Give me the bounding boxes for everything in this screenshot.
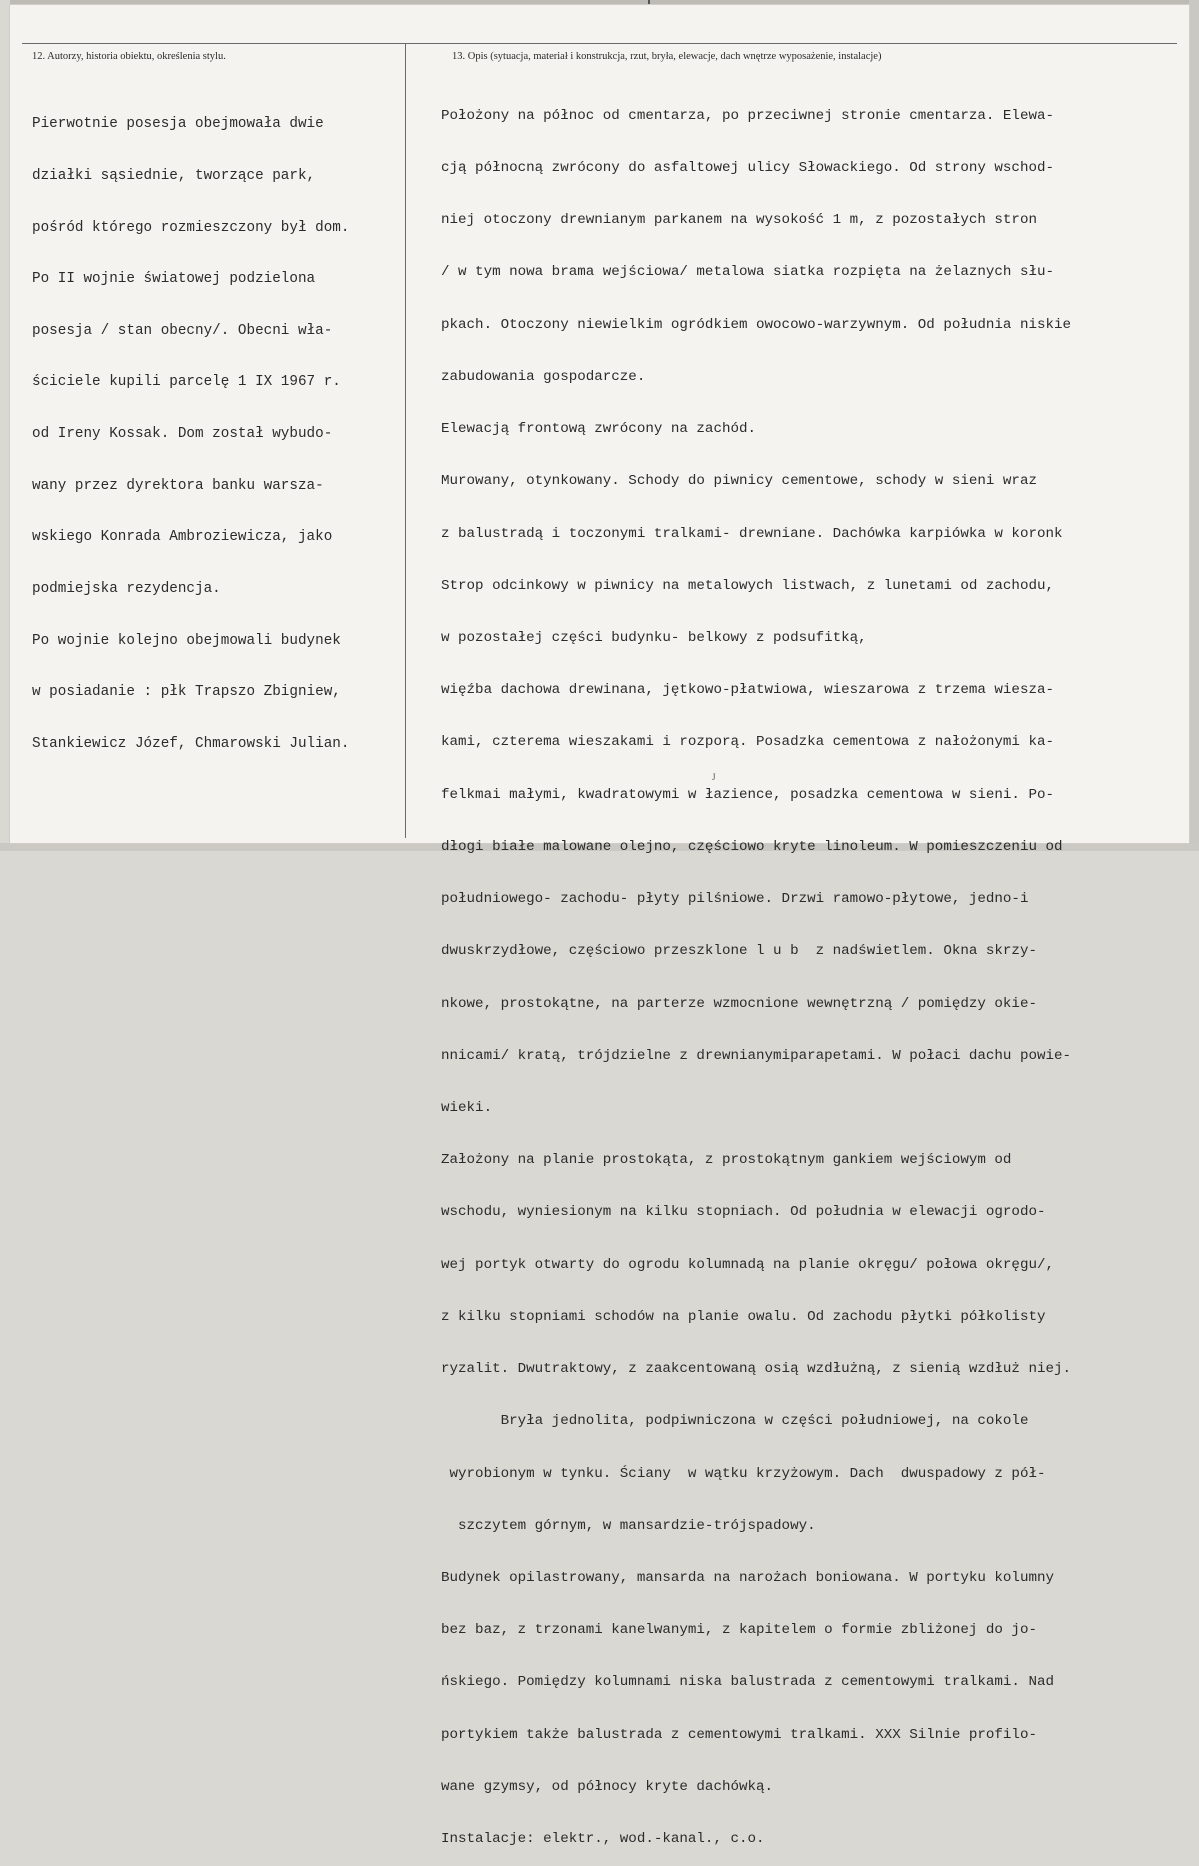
text-line: / w tym nowa brama wejściowa/ metalowa siatka rozpięta na żelaznych słu- (441, 264, 1054, 281)
text-line: bez baz, z trzonami kanelwanymi, z kapitelem o formie zbliżonej do jo- (441, 1622, 1037, 1639)
text-line: Elewacją frontową zwrócony na zachód. (441, 421, 757, 438)
text-line: od Ireny Kossak. Dom został wybudo- (32, 426, 333, 443)
text-line: wyrobionym w tynku. Ściany w wątku krzyżowym. Dach dwuspadowy z pół- (441, 1465, 1046, 1482)
text-line: więźba dachowa drewinana, jętkowo-płatwiowa, wieszarowa z trzema wiesza- (441, 682, 1054, 699)
text-line: wskiego Konrada Ambroziewicza, jako (32, 529, 333, 546)
text-line: w pozostałej części budynku- belkowy z podsufitką, (441, 630, 867, 646)
text-line: w posiadanie : płk Trapszo Zbigniew, (32, 684, 341, 701)
text-line: posesja / stan obecny/. Obecni wła- (32, 322, 333, 339)
scan-right-edge (1189, 0, 1199, 851)
text-line: pośród którego rozmieszczony był dom. (32, 219, 350, 236)
column-divider (405, 43, 406, 838)
text-line: Stankiewicz Józef, Chmarowski Julian. (32, 735, 350, 752)
text-line: Po II wojnie światowej podzielona (32, 271, 316, 288)
text-line: felkmai małymi, kwadratowymi w łazience, posadzka cementowa w sieni. Po- (441, 786, 1054, 803)
section-12-text (32, 82, 349, 770)
text-line: Po wojnie kolejno obejmowali budynek (32, 632, 341, 649)
section-12-heading: 12. Autorzy, historia obiektu, określenia stylu. (32, 51, 226, 62)
horizontal-rule (22, 43, 1177, 44)
text-line: dłogi białe malowane olejno, częściowo kryte linoleum. W pomieszczeniu od (441, 838, 1063, 855)
text-line: Murowany, otynkowany. Schody do piwnicy cementowe, schody w sieni wraz (441, 473, 1037, 490)
text-line: południowego- zachodu- płyty pilśniowe. Drzwi ramowo-płytowe, jedno-i (441, 891, 1029, 908)
text-line: wane gzymsy, od północy kryte dachówką. (441, 1778, 774, 1795)
text-line: wany przez dyrektora banku warsza- (32, 477, 324, 494)
text-line: Instalacje: elektr., wod.-kanal., c.o. (441, 1831, 765, 1848)
text-line: kami, czterema wieszakami i rozporą. Posadzka cementowa z nałożonymi ka- (441, 734, 1054, 751)
text-line: Założony na planie prostokąta, z prostokątnym gankiem wejściowym od (441, 1152, 1012, 1169)
text-line: portykiem także balustrada z cementowymi tralkami. XXX Silnie profilo- (441, 1726, 1037, 1743)
text-line: podmiejska rezydencja. (32, 580, 221, 597)
text-line: Strop odcinkowy w piwnicy na metalowych listwach, z lunetami od zachodu, (441, 577, 1054, 594)
text-line: ściciele kupili parcelę 1 IX 1967 r. (32, 374, 341, 391)
text-line: nkowe, prostokątne, na parterze wzmocnione wewnętrzną / pomiędzy okie- (441, 995, 1037, 1012)
text-line: pkach. Otoczony niewielkim ogródkiem owocowo-warzywnym. Od południa niskie (441, 316, 1072, 333)
text-line: wieki. (441, 1099, 493, 1116)
text-line: dwuskrzydłowe, częściowo przeszklone l u b z nadświetlem. Okna skrzy- (441, 943, 1037, 960)
text-line: wschodu, wyniesionym na kilku stopniach. Od południa w elewacji ogrodo- (441, 1204, 1046, 1221)
text-line: ryzalit. Dwutraktowy, z zaakcentowaną osią wzdłużną, z sienią wzdłuż niej. (441, 1361, 1072, 1378)
text-line: Położony na północ od cmentarza, po przeciwnej stronie cmentarza. Elewa- (441, 107, 1054, 124)
page-mark: J (712, 772, 716, 782)
text-line: wej portyk otwarty do ogrodu kolumnadą na planie okręgu/ połowa okręgu/, (441, 1256, 1054, 1273)
text-line: działki sąsiednie, tworzące park, (32, 168, 316, 185)
text-line: Pierwotnie posesja obejmowała dwie (32, 116, 324, 133)
text-line: cją północną zwrócony do asfaltowej ulicy Słowackiego. Od strony wschod- (441, 160, 1054, 177)
text-line: niej otoczony drewnianym parkanem na wysokość 1 m, z pozostałych stron (441, 212, 1037, 229)
section-13-text (441, 73, 1071, 1866)
text-line: Bryła jednolita, podpiwniczona w części południowej, na cokole (441, 1413, 1029, 1430)
text-line: nnicami/ kratą, trójdzielne z drewnianymiparapetami. W połaci dachu powie- (441, 1047, 1072, 1064)
section-13-heading: 13. Opis (sytuacja, materiał i konstrukcja, rzut, bryła, elewacje, dach wnętrze wyposażenie, instalacje) (452, 51, 882, 62)
text-line: ńskiego. Pomiędzy kolumnami niska balustrada z cementowymi tralkami. Nad (441, 1674, 1054, 1691)
text-line: z kilku stopniami schodów na planie owalu. Od zachodu płytki półkolisty (441, 1308, 1046, 1325)
text-line: zabudowania gospodarcze. (441, 368, 646, 385)
text-line: Budynek opilastrowany, mansarda na narożach boniowana. W portyku kolumny (441, 1569, 1054, 1586)
text-line: szczytem górnym, w mansardzie-trójspadowy. (441, 1517, 816, 1534)
text-line: z balustradą i toczonymi tralkami- drewniane. Dachówka karpiówka w koronk (441, 525, 1063, 542)
